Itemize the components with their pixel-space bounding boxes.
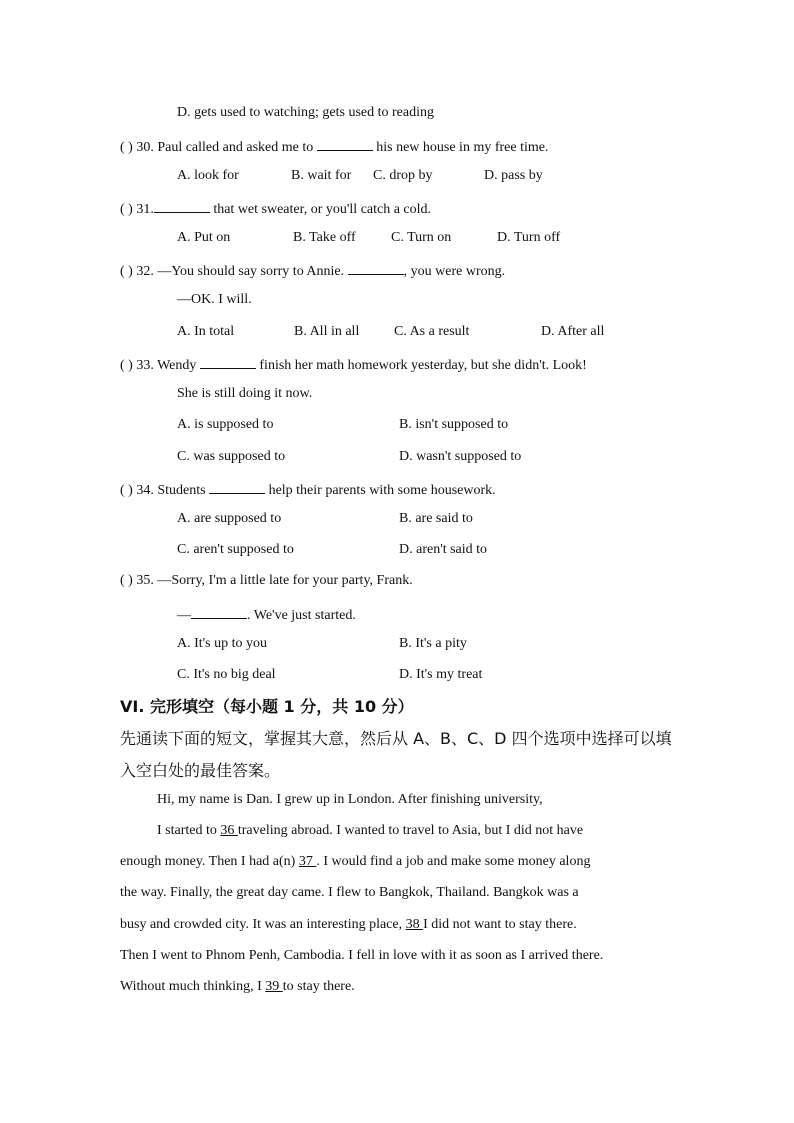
question-34	[120, 479, 496, 500]
option-b: B. wait for	[291, 168, 352, 183]
question-35	[120, 572, 413, 590]
question-number: 35.	[136, 573, 154, 588]
option-d: D. aren't said to	[399, 542, 488, 557]
answer-paren[interactable]: ( )	[120, 358, 133, 373]
answer-blank	[317, 136, 373, 151]
option-a: A. are supposed to	[177, 511, 282, 526]
passage-text: I did not want to stay there.	[423, 917, 577, 932]
question-text: that wet sweater, or you'll catch a cold.	[213, 202, 432, 217]
blank-36[interactable]: 36	[220, 823, 238, 838]
question-32	[120, 260, 505, 281]
passage-line: the way. Finally, the great day came. I flew to Bangkok, Thailand. Bangkok was a	[120, 885, 579, 900]
q29-option-d: D. gets used to watching; gets used to reading	[177, 105, 435, 120]
option-b: B. isn't supposed to	[399, 417, 509, 432]
option-c: C. It's no big deal	[177, 667, 276, 682]
option-c: C. was supposed to	[177, 449, 286, 464]
section-title: VI. 完形填空（每小题 1 分，共 10 分）	[120, 697, 414, 716]
reply-text	[177, 604, 356, 625]
option-d: D. pass by	[484, 168, 543, 183]
passage-text: busy and crowded city. It was an interesting place,	[120, 917, 406, 932]
question-text: , you were wrong.	[403, 264, 506, 279]
passage-line	[157, 822, 583, 840]
answer-paren[interactable]: ( )	[120, 264, 133, 279]
reply-post: . We've just started.	[247, 608, 356, 623]
answer-paren[interactable]: ( )	[120, 202, 133, 217]
question-text: Wendy	[157, 358, 197, 373]
question-33	[120, 354, 587, 375]
option-d: D. wasn't supposed to	[399, 449, 522, 464]
passage-line	[120, 978, 355, 996]
option-d: D. It's my treat	[399, 667, 483, 682]
question-continuation: She is still doing it now.	[177, 386, 313, 401]
passage-text: enough money. Then I had a(n)	[120, 854, 299, 869]
question-number: 34.	[136, 483, 154, 498]
instructions-line-1: 先通读下面的短文，掌握其大意，然后从 A、B、C、D 四个选项中选择可以填	[120, 729, 672, 748]
option-b: B. It's a pity	[399, 636, 467, 651]
answer-paren[interactable]: ( )	[120, 483, 133, 498]
answer-blank	[348, 260, 404, 275]
option-b: B. Take off	[293, 230, 356, 245]
question-30	[120, 136, 548, 157]
option-c: C. As a result	[394, 324, 470, 339]
question-text: finish her math homework yesterday, but she didn't. Look!	[259, 358, 587, 373]
answer-blank	[209, 479, 265, 494]
question-text: help their parents with some housework.	[268, 483, 496, 498]
passage-line	[120, 916, 577, 934]
passage-text: I started to	[157, 823, 221, 838]
question-number: 33.	[136, 358, 154, 373]
option-d: D. After all	[541, 324, 605, 339]
option-c: C. drop by	[373, 168, 433, 183]
passage-line: Then I went to Phnom Penh, Cambodia. I fell in love with it as soon as I arrived there.	[120, 948, 604, 963]
question-text: his new house in my free time.	[376, 140, 549, 155]
passage-text: . I would find a job and make some money along	[316, 854, 591, 869]
question-31	[120, 198, 431, 219]
blank-38[interactable]: 38	[405, 917, 424, 932]
reply-dash: —	[177, 608, 191, 623]
blank-37[interactable]: 37	[298, 854, 317, 869]
answer-paren[interactable]: ( )	[120, 140, 133, 155]
question-text: Students	[157, 483, 206, 498]
option-b: B. All in all	[294, 324, 360, 339]
option-a: A. Put on	[177, 230, 231, 245]
option-a: A. In total	[177, 324, 235, 339]
reply-text: —OK. I will.	[177, 292, 252, 307]
option-b: B. are said to	[399, 511, 473, 526]
question-text: Paul called and asked me to	[157, 140, 314, 155]
option-c: C. aren't supposed to	[177, 542, 294, 557]
passage-text: traveling abroad. I wanted to travel to Asia, but I did not have	[237, 823, 584, 838]
passage-line: Hi, my name is Dan. I grew up in London. After finishing university,	[157, 792, 543, 807]
instructions-line-2: 入空白处的最佳答案。	[120, 761, 281, 780]
option-a: A. look for	[177, 168, 239, 183]
answer-blank	[154, 198, 210, 213]
question-number: 32.	[136, 264, 154, 279]
passage-text: to stay there.	[282, 979, 355, 994]
passage-text: Without much thinking, I	[120, 979, 266, 994]
passage-line	[120, 853, 590, 871]
question-number: 30.	[136, 140, 154, 155]
question-text: —You should say sorry to Annie.	[157, 264, 345, 279]
option-a: A. is supposed to	[177, 417, 274, 432]
option-c: C. Turn on	[391, 230, 452, 245]
answer-blank	[191, 604, 247, 619]
answer-paren[interactable]: ( )	[120, 573, 133, 588]
blank-39[interactable]: 39	[265, 979, 283, 994]
answer-blank	[200, 354, 256, 369]
question-number: 31.	[136, 202, 154, 217]
option-d: D. Turn off	[497, 230, 561, 245]
option-a: A. It's up to you	[177, 636, 268, 651]
question-text: —Sorry, I'm a little late for your party, Frank.	[157, 573, 413, 588]
